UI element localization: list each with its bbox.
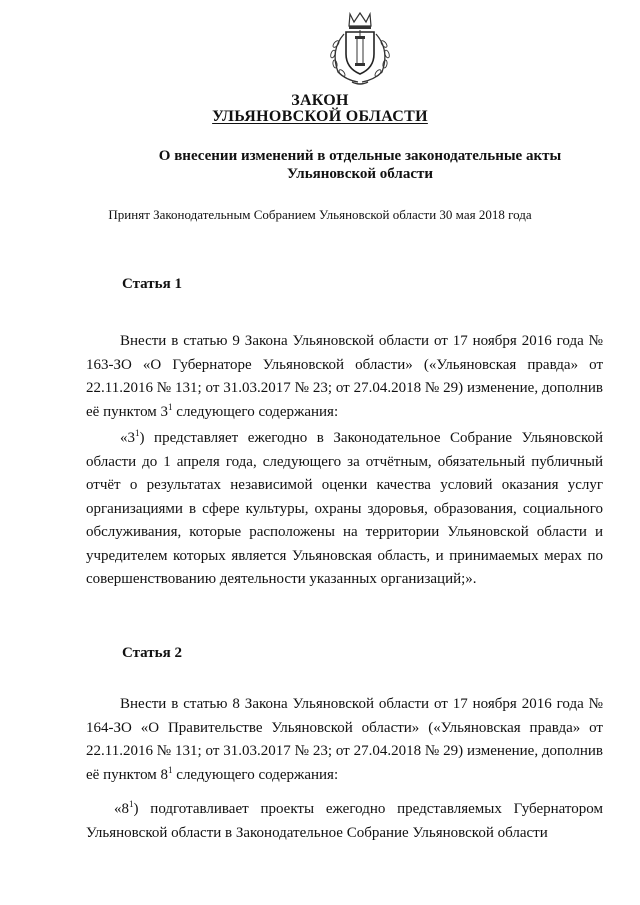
article-2-quote-superscript: 1: [129, 799, 134, 809]
law-label: ЗАКОН: [291, 92, 349, 109]
article-1-intro-tail: следующего содержания:: [172, 403, 339, 420]
article-1-intro-text: Внести в статью 9 Закона Ульяновской области от 17 ноября 2016 года № 163-ЗО «О Губернаторе Ульяновской области» («Ульяновская правда» от 22.11.2016 № 131; от 31.03.2017 № 23; от 27.04.2018 № 29) изменение, дополнив её пунктом 3: [86, 333, 603, 420]
article-2-intro-paragraph: [86, 693, 603, 787]
article-1-quote-superscript: 1: [135, 428, 140, 438]
article-2-intro-superscript: 1: [168, 764, 173, 775]
article-1-intro-superscript: 1: [168, 401, 173, 412]
article-2-intro-text: Внести в статью 8 Закона Ульяновской области от 17 ноября 2016 года № 164-ЗО «О Правительстве Ульяновской области» («Ульяновская правда» от 22.11.2016 № 131; от 31.03.2017 № 23; от 27.04.2018 № 29) изменение, дополнив её пунктом 8: [86, 696, 603, 783]
article-1-heading: Статья 1: [122, 276, 182, 292]
article-1-quote-open: «3: [120, 430, 135, 446]
article-1-intro-paragraph: [86, 330, 603, 424]
article-2-intro-tail: следующего содержания:: [172, 766, 339, 783]
article-2-quote-open: «8: [114, 801, 129, 817]
article-1-quote-text: ) представляет ежегодно в Законодательное Собрание Ульяновской области до 1 апреля года, следующего за отчётным, обязательный публичный отчёт о результатах независимой оценки качества условий оказания услуг организациями в сфере культуры, охраны здоровья, образования, социального обслуживания, которые расположены на территории Ульяновской области и учредителем которых является Ульяновская область, и принимаемых мерах по совершенствованию деятельности указанных организаций;».: [86, 430, 603, 587]
law-subject-line-1: О внесении изменений в отдельные законодательные акты: [158, 148, 562, 164]
article-2-quote-paragraph: [86, 798, 603, 845]
law-subject-line-2: Ульяновской области: [286, 166, 434, 182]
region-label: УЛЬЯНОВСКОЙ ОБЛАСТИ: [212, 108, 428, 125]
adoption-note: Принят Законодательным Собранием Ульяновской области 30 мая 2018 года: [108, 207, 532, 222]
coat-of-arms-icon: [324, 10, 396, 88]
article-2-heading: Статья 2: [122, 645, 182, 661]
article-1-quote-paragraph: [86, 427, 603, 592]
article-2-quote-text: ) подготавливает проекты ежегодно представляемых Губернатором Ульяновской области в Законодательное Собрание Ульяновской области: [86, 801, 603, 841]
